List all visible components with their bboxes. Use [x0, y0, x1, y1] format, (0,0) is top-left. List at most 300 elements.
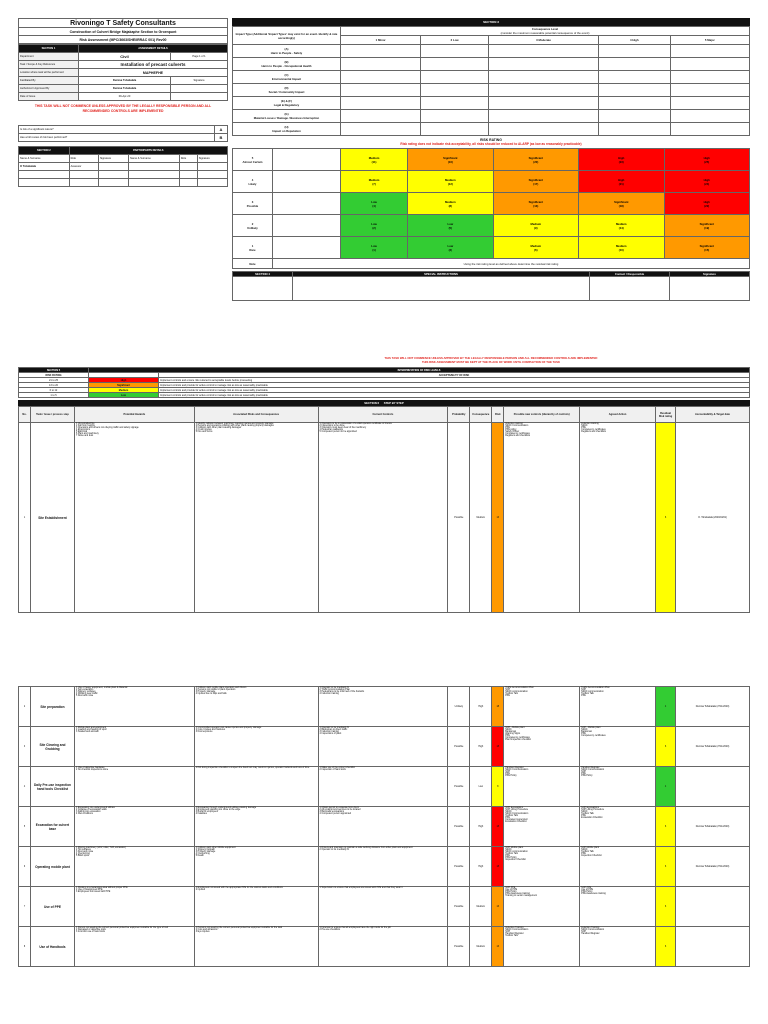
- type-a-label: Is risk of a significant nature?: [19, 126, 215, 134]
- impact-description-cell: [341, 58, 421, 71]
- risk-cell: [408, 193, 493, 215]
- consequence-level-num: 4: [630, 38, 632, 42]
- residual-risk: 4: [656, 767, 676, 807]
- likelihood-num: 1: [251, 243, 254, 248]
- consequence-level-3: [488, 36, 598, 45]
- task-step: Use of Handtools: [30, 927, 74, 967]
- consequence-level-5: [670, 36, 749, 45]
- impact-code: (A): [284, 47, 289, 51]
- likelihood-text: Rare: [249, 247, 256, 252]
- row-number: 7: [19, 887, 31, 927]
- potential-hazards: 1 Use of defective hardware 2 No checklist inspections done: [74, 767, 194, 807]
- risk-score: 18: [492, 807, 504, 847]
- participants-label: PARTICIPANTS DETAILS: [69, 147, 227, 155]
- assessment-col-header: Accountability & Target date: [676, 407, 750, 423]
- consequence-level-num: 1: [375, 38, 378, 42]
- risk-rating-note: Risk rating does not indicate risk acceptability, all risks should be reduced to ALARP (as low as reasonably practicable): [400, 142, 582, 146]
- type-b-label: Has a full review of risk been performed?: [19, 134, 215, 142]
- legend-row: [19, 393, 750, 398]
- associated-risks: 1 Collision with mobile plant operators and drivers 2 Persons not visible to plant operators 3 Property damage 4 Injuries due to slips and falls: [194, 687, 318, 727]
- likelihood-label: [233, 193, 273, 215]
- assessment-row: [19, 727, 750, 767]
- risk-type-table: [18, 125, 228, 142]
- risk-cell-score: (15): [704, 247, 710, 252]
- risk-cell-level: Low: [371, 199, 377, 204]
- impact-description-cell: [599, 71, 671, 84]
- consequence: Low: [470, 767, 492, 807]
- legend-level-col: RISK RATING: [19, 373, 89, 378]
- assessor-label: Facilitated By: [19, 77, 79, 85]
- consequence: High: [470, 807, 492, 847]
- organisation-name: Rivoningo T Safety Consultants: [18, 18, 228, 28]
- residual-risk: 6: [656, 423, 676, 613]
- risk-cell-level: High: [703, 199, 710, 204]
- impact-description-cell: [341, 123, 421, 136]
- impact-description-cell: [670, 123, 749, 136]
- impact-description-cell: [488, 110, 598, 123]
- probability: Possible: [448, 847, 470, 887]
- assessment-col-header: Risk: [492, 407, 504, 423]
- task-step: Site preparation: [30, 687, 74, 727]
- risk-cell-score: (10): [618, 247, 624, 252]
- risk-cell-level: Low: [447, 221, 454, 226]
- probability: Possible: [448, 767, 470, 807]
- associated-risks: 1 Employees not issued with the appropriate PPE for the various tasks and conditions 2 Injuries: [194, 887, 318, 927]
- impact-label: Material Losses / Damage / Business Interruption: [253, 116, 320, 120]
- participants-table: [18, 146, 228, 187]
- row-number: 8: [19, 927, 31, 967]
- risk-cell-level: Significant: [528, 177, 543, 182]
- legend-text: Implement controls and provide for active control to manage risk as low as reasonably practicable: [159, 388, 750, 393]
- current-controls: 1 Foreman to ensure that all employees have the right tools for the job 2 Pre-use checklists: [318, 927, 448, 967]
- risk-cell-score: (11): [371, 159, 377, 164]
- agreed-action: Induction training SRAC PPE Competency certificates Registers and checklists: [580, 423, 656, 613]
- impact-description-cell: [670, 110, 749, 123]
- probability: Possible: [448, 887, 470, 927]
- legend-level: Low: [89, 393, 159, 398]
- step-by-step-label: STEP BY STEP: [383, 401, 404, 405]
- assessor-value: Dumisa Tshabalala: [79, 77, 171, 85]
- risk-cell-level: Medium: [445, 199, 456, 204]
- risk-cell: [579, 149, 664, 171]
- risk-cell-level: High: [618, 155, 625, 160]
- current-controls: 1 Supervisors to ensure that employees are issued with PPE and that they wear it: [318, 887, 448, 927]
- participant-col-5: Role: [179, 155, 197, 163]
- impact-label: Legal & Regulatory: [273, 103, 300, 107]
- impact-description-cell: [341, 45, 421, 58]
- likelihood-row: [233, 237, 750, 259]
- impact-description-cell: [488, 97, 598, 110]
- task-step: Excavation for culvert base: [30, 807, 74, 847]
- impact-description-cell: [421, 123, 489, 136]
- potential-hazards: 1 Moving machinery (LDV, roller, TLB, excavator) 2 Hot surfaces 3 Dust and noise 4 Overturning 5 Blind spots: [74, 847, 194, 887]
- legend-level: Significant: [89, 383, 159, 388]
- risk-cell: [493, 215, 578, 237]
- legend-level: High: [89, 378, 159, 383]
- risk-matrix: [232, 18, 750, 301]
- consequence-level-2: [421, 36, 489, 45]
- impact-description-cell: [670, 58, 749, 71]
- risk-cell-level: Low: [447, 243, 454, 248]
- task-step: Site Clearing and Grubbing: [30, 727, 74, 767]
- risk-cell-level: Low: [371, 221, 377, 226]
- associated-risks: 1 Identify collision between machinery causing injuries and property damage 2 Persons and operators colliding with other plant causing property damages 3 Collision with other plant causing damages 4 Crush injuries 5 Fire and burns: [194, 423, 318, 613]
- row-number: 3: [19, 727, 31, 767]
- legend-text: Implement controls and provide for active control to manage risk as low as reasonably practicable: [159, 393, 750, 398]
- risk-cell: [408, 215, 493, 237]
- possible-new-controls: SOP - Mobile plant SRAC Banksman Warning Signs PPE Competency certificates Plant inspection checklist: [504, 727, 580, 767]
- assessment-col-header: Current Controls: [318, 407, 448, 423]
- impact-description-cell: [599, 58, 671, 71]
- legend-text: Implement controls and provide for active control to manage risk as low as reasonably practicable: [159, 383, 750, 388]
- assessment-col-header: Agreed Action: [580, 407, 656, 423]
- consequence-level-label: Major: [707, 38, 715, 42]
- risk-cell: [341, 215, 408, 237]
- risk-level-legend: [18, 367, 750, 398]
- consequence: Medium: [470, 887, 492, 927]
- likelihood-text: Possible: [246, 203, 259, 208]
- participant-col-3: Signature: [98, 155, 128, 163]
- department-label: Department: [19, 53, 79, 61]
- accountability: Dumisa Tshabalala (2711/2020): [676, 807, 750, 847]
- consequence-subtitle: (consider the maximum reasonable potential consequence of the event): [500, 31, 590, 35]
- risk-cell-level: Significant: [443, 155, 458, 160]
- date-label: Date of Issue: [19, 93, 79, 101]
- special-instructions-label: SPECIAL INSTRUCTIONS: [293, 272, 590, 277]
- probability: Possible: [448, 423, 470, 613]
- assessment-row: [19, 807, 750, 847]
- legend-action-col: ACCEPTABILITY OF RISK: [159, 373, 750, 378]
- consequence: High: [470, 727, 492, 767]
- likelihood-num: 2: [251, 221, 254, 226]
- impact-code: (H): [284, 125, 289, 129]
- risk-cell-level: High: [703, 155, 710, 160]
- current-controls: 1 Operator to be medically fit 2 Traffic Accommodation Plan 3 Pedestrians to be informed of the hazards 4 Induction training: [318, 687, 448, 727]
- potential-hazards: 1 Person not wearing the correct personal protective equipment suitable for the type of tool 2 Damaged or defective tools 3 Incorrect use of hand tools: [74, 927, 194, 967]
- impact-label: Impact on Reputation: [272, 129, 301, 133]
- risk-score: 18: [492, 687, 504, 727]
- assessment-col-header: Consequence: [470, 407, 492, 423]
- likelihood-matrix: [232, 148, 750, 269]
- impact-row: [233, 45, 750, 58]
- consequence: Medium: [470, 423, 492, 613]
- risk-cell: [341, 193, 408, 215]
- assessment-table-page-1: [18, 406, 750, 613]
- consequence-level-num: 3: [536, 38, 538, 42]
- impact-type: [233, 84, 341, 97]
- assessment-col-header: Task / Issue / process step: [30, 407, 74, 423]
- risk-cell-level: Medium: [615, 243, 627, 248]
- risk-cell: [341, 149, 408, 171]
- accountability: Dumisa Tshabalala (2711/2020): [676, 727, 750, 767]
- risk-cell: [664, 171, 750, 193]
- current-controls: 1 Obtain permit to excavate from client 2 All underground services to be located 3 Barricade excavations 4 Competent person appointed: [318, 807, 448, 847]
- accountability: Dumisa Tshabalala (2711/2020): [676, 847, 750, 887]
- current-controls: 1 Operators to be in possession of a valid operator certificate or licence 2 Inspections to be done 3 Operators must keep clear of the machinery 4 Pedestrian walkways 5 Competent person to be appointed: [318, 423, 448, 613]
- likelihood-description: [273, 237, 341, 259]
- section-3-label: SECTION 3: [232, 18, 750, 26]
- legend-range: 6 to 12: [19, 388, 89, 393]
- possible-new-controls: Handtool Register SRAC Communication SOP PPE PPE Policy: [504, 767, 580, 807]
- associated-risks: 1 Excavating through underground utilities causing damage 2 Employees standing too close to the edge 3 Burial of employees 4 Fatalities: [194, 807, 318, 847]
- task-step: Site Establishment: [30, 423, 74, 613]
- associated-risks: 1 Persons not wearing the correct personal protective equipment suitable for the task 2 Cuts and abrasions 3 Eye injuries: [194, 927, 318, 967]
- risk-cell-level: Significant: [614, 199, 629, 204]
- interpretation-label: INTERPRETATION OF RISK LEVELS: [89, 368, 750, 373]
- residual-risk: 6: [656, 807, 676, 847]
- likelihood-row: [233, 149, 750, 171]
- risk-cell-level: Medium: [530, 243, 542, 248]
- likelihood-num: 4: [251, 177, 254, 182]
- impact-row: [233, 123, 750, 136]
- risk-cell-level: High: [703, 177, 710, 182]
- risk-cell-score: (8): [448, 203, 453, 208]
- risk-cell-level: High: [618, 177, 625, 182]
- residual-risk: 6: [656, 727, 676, 767]
- impact-label: Harm to People - Occupational Health: [261, 64, 312, 68]
- assessment-col-header: Probability: [448, 407, 470, 423]
- risk-cell-score: (17): [533, 181, 539, 186]
- probability: Possible: [448, 807, 470, 847]
- impact-description-cell: [341, 71, 421, 84]
- responsible-label: Authorized / Approved By: [19, 85, 79, 93]
- signature-label: Signature: [171, 77, 228, 85]
- agreed-action: SOP Excavations SOP Lifting Procedure SRAC Toolbox Talk PPE Excavation Checklist: [580, 807, 656, 847]
- likelihood-text: Almost Certain: [242, 159, 263, 164]
- impact-description-cell: [599, 45, 671, 58]
- risk-cell-score: (20): [533, 159, 539, 164]
- type-b-value: B: [215, 134, 228, 142]
- bottom-warning: THIS TASK WILL NOT COMMENCE UNLESS APPROVED BY THE LEGALLY RESPONSIBLE PERSON AND ALL RECOMMENDED CONTROLS ARE IMPLEMENTED: [384, 356, 598, 360]
- risk-cell: [408, 237, 493, 259]
- possible-new-controls: SOP Excavations SOP Lifting Procedure SRAC SRAC Communication Toolbox Talk PPE Competent supervisor Excavation Checklist: [504, 807, 580, 847]
- task-step: Daily Pre-use inspection hand tools Checklist: [30, 767, 74, 807]
- likelihood-row: [233, 193, 750, 215]
- probability: Unlikely: [448, 687, 470, 727]
- assessment-row: [19, 887, 750, 927]
- impact-label: Environmental Impact: [271, 77, 302, 81]
- risk-score: 8: [492, 767, 504, 807]
- risk-cell: [493, 193, 578, 215]
- row-number: 6: [19, 847, 31, 887]
- impact-description-cell: [488, 123, 598, 136]
- likelihood-label: [233, 171, 273, 193]
- contact-label: Contact / Responsible: [590, 272, 670, 277]
- special-instructions-table: [232, 271, 750, 301]
- consequence-level-4: [599, 36, 671, 45]
- accountability: [676, 767, 750, 807]
- associated-risks: 1 Not doing inspection checklist to inspect the hand tool may result in injuries, operator hazards and loss of time: [194, 767, 318, 807]
- risk-cell-score: (6): [534, 247, 538, 252]
- risk-cell-score: (5): [448, 225, 453, 230]
- likelihood-text: Likely: [248, 181, 257, 186]
- consequence-level-label: Low: [452, 38, 459, 42]
- legend-range: 1 to 5: [19, 393, 89, 398]
- risk-cell-score: (12): [447, 181, 453, 186]
- risk-assessment-page-1: [18, 18, 750, 636]
- impact-code: (C): [284, 73, 289, 77]
- impact-description-cell: [421, 97, 489, 110]
- risk-cell-score: (25): [704, 159, 710, 164]
- participant-col-6: Signature: [197, 155, 227, 163]
- impact-description-cell: [599, 84, 671, 97]
- impact-type: [233, 45, 341, 58]
- impact-row: [233, 58, 750, 71]
- risk-cell: [664, 237, 750, 259]
- assessment-row: [19, 423, 750, 613]
- impact-description-cell: [599, 97, 671, 110]
- assessment-row: [19, 927, 750, 967]
- consequence-level-label: Minor: [378, 38, 386, 42]
- participant-col-4: Name & Surname: [129, 155, 180, 163]
- impact-code: (G): [284, 112, 289, 116]
- impact-description-cell: [599, 110, 671, 123]
- assessment-info-block: [18, 18, 228, 187]
- impact-label: Harm to People - Safety: [270, 51, 303, 55]
- likelihood-label: [233, 149, 273, 171]
- consequence-level-label: High: [632, 38, 639, 42]
- likelihood-text: Unlikely: [247, 225, 258, 230]
- risk-cell-level: Significant: [528, 155, 543, 160]
- signature-col-label: Signature: [670, 272, 750, 277]
- impact-description-cell: [341, 84, 421, 97]
- participant-col-1: Name & Surname: [19, 155, 70, 163]
- assessment-col-header: Residual Risk rating: [656, 407, 676, 423]
- agreed-action: SOP - Mobile plant SRAC Banksman PPE Competency certificates: [580, 727, 656, 767]
- risk-cell: [664, 149, 750, 171]
- impact-description-cell: [341, 110, 421, 123]
- assessment-row: [19, 767, 750, 807]
- assessment-col-header: Associated Risks and Consequences: [194, 407, 318, 423]
- risk-cell-score: (7): [372, 181, 376, 186]
- residual-risk: 4: [656, 687, 676, 727]
- current-controls: 1 Operator to be medically fit 2 Banksman to direct traffic 3 Induction training 4 Inspections of plant: [318, 727, 448, 767]
- current-controls: 1 Drivers and operators to maintain a safe working distance from other plant and equipment 2 Operator to be medically fit: [318, 847, 448, 887]
- risk-cell-score: (2): [372, 225, 376, 230]
- possible-new-controls: SOP Mobile plant SRAC SRAC communication Toolbox Talk PPE PPE Policy Inspection Checklist: [504, 847, 580, 887]
- consequence-level-label: Moderate: [538, 38, 551, 42]
- risk-cell: [579, 237, 664, 259]
- legend-rows: [19, 378, 750, 398]
- risk-cell: [664, 193, 750, 215]
- risk-cell: [408, 149, 493, 171]
- impact-code: (E) & (F): [281, 99, 292, 103]
- potential-hazards: 1 Use of heavy equipment, mobile plant & Material 2 Soil excavation 3 Slippery surfaces 4 Working near traffic 5 Dust and noise: [74, 687, 194, 727]
- current-controls: 1 Make use of the correct checklist 2 Inspection of hand tools: [318, 767, 448, 807]
- date-value: 09-Apr-20: [79, 93, 171, 101]
- associated-risks: 1 Collision with other Mobile equipment 2 Slippery footpath 3 Property damage 4 Overturning 5 Death: [194, 847, 318, 887]
- impact-code: (B): [284, 60, 289, 64]
- likelihood-rows: [233, 149, 750, 259]
- risk-cell-level: Low: [371, 243, 377, 248]
- assessment-table-page-2: [18, 686, 750, 967]
- risk-cell: [579, 171, 664, 193]
- agreed-action: SOP Mobile plant SRAC Toolbox Talk PPE Inspection Checklist: [580, 847, 656, 887]
- note-text: Using the risk rating level as defined above determine the residual risk rating: [273, 259, 750, 269]
- potential-hazards: 1 Mobile plant and equipment 2 Loading and hauling of spoil 3 Snakes and animals: [74, 727, 194, 767]
- residual-risk: 6: [656, 887, 676, 927]
- risk-cell: [493, 149, 578, 171]
- section-2-label: SECTION 2: [19, 147, 70, 155]
- probability: Possible: [448, 727, 470, 767]
- likelihood-num: 3: [251, 199, 254, 204]
- residual-risk: 6: [656, 847, 676, 887]
- risk-cell: [493, 237, 578, 259]
- consequence-table: [232, 26, 750, 136]
- risk-cell-score: (19): [704, 225, 710, 230]
- risk-score: 13: [492, 887, 504, 927]
- impact-row: [233, 71, 750, 84]
- accountability: O. Tshabalala (2020/04/01): [676, 423, 750, 613]
- impact-description-cell: [341, 97, 421, 110]
- potential-hazards: 1 Uncontrolled fire 2 Fall from heights 3 Operators and drivers not obeying traffic and safety signage 4 Ergonomics 5 Electrical 6 Plant and machinery 7 Noise and dust: [74, 423, 194, 613]
- impact-row: [233, 84, 750, 97]
- accountability: Dumisa Tshabalala (2711/2020): [676, 687, 750, 727]
- approval-warning: THIS TASK WILL NOT COMMENCE UNLESS APPROVED BY THE LEGALLY RESPONSIBLE PERSON AND ALL RECOMMENDED CONTROLS ARE IMPLEMENTED: [34, 104, 212, 113]
- risk-assessment-page-2: [18, 686, 750, 1024]
- row-number: 5: [19, 807, 31, 847]
- row-number: 2: [19, 687, 31, 727]
- risk-cell-level: Medium: [368, 177, 380, 182]
- risk-score: 18: [492, 847, 504, 887]
- potential-hazards: 1 Excavating into underground utilities 2 Collapse of excavation walls 3 Falling into excavation 4 Wet conditions: [74, 807, 194, 847]
- risk-score: 13: [492, 423, 504, 613]
- risk-cell-level: Medium: [368, 155, 380, 160]
- bottom-warning-2: THIS RISK ASSESSMENT MUST BE KEPT AT THE PLACE OF WORK UNTIL COMPLETION OF THE TASK: [421, 360, 561, 364]
- risk-cell: [493, 171, 578, 193]
- impact-type: [233, 97, 341, 110]
- impact-description-cell: [599, 123, 671, 136]
- consequence: High: [470, 687, 492, 727]
- likelihood-row: [233, 215, 750, 237]
- impact-rows: [233, 45, 750, 136]
- risk-cell-score: (4): [372, 203, 376, 208]
- assessment-col-header: No.: [19, 407, 31, 423]
- impact-description-cell: [670, 45, 749, 58]
- risk-cell: [664, 215, 750, 237]
- potential-hazards: 1 Working in a hazardous area without proper PPE 2 Use of unapproved PPE 3 Employees not issued with PPE: [74, 887, 194, 927]
- consequence: Medium: [470, 927, 492, 967]
- risk-cell-level: Significant: [699, 243, 714, 248]
- impact-description-cell: [421, 58, 489, 71]
- possible-new-controls: Induction Training SRAC Communication SOP Handtool Register Toolbox Talk: [504, 927, 580, 967]
- probability: Possible: [448, 927, 470, 967]
- likelihood-description: [273, 149, 341, 171]
- risk-cell-level: Medium: [615, 221, 627, 226]
- likelihood-num: 5: [251, 155, 254, 160]
- impact-description-cell: [670, 71, 749, 84]
- task-value: Installation of precast culverts: [79, 61, 228, 69]
- impact-type: [233, 110, 341, 123]
- risk-cell: [408, 171, 493, 193]
- assessment-row: [19, 847, 750, 887]
- section-6-label: SECTION 6: [364, 401, 380, 405]
- risk-cell: [579, 193, 664, 215]
- risk-cell-score: (22): [704, 203, 710, 208]
- risk-cell: [341, 171, 408, 193]
- risk-cell-score: (14): [618, 225, 624, 230]
- impact-type: [233, 123, 341, 136]
- consequence: High: [470, 847, 492, 887]
- impact-description-cell: [421, 84, 489, 97]
- residual-risk: 6: [656, 927, 676, 967]
- likelihood-description: [273, 193, 341, 215]
- agreed-action: Traffic Accommodation Plan SOP SRAC communication Toolbox Talk PPE: [580, 687, 656, 727]
- possible-new-controls: SOP PPE Use of PPE PPE Policy PPE Awareness training Training to senior management: [504, 887, 580, 927]
- likelihood-description: [273, 171, 341, 193]
- accountability: [676, 887, 750, 927]
- risk-cell-level: Significant: [699, 221, 714, 226]
